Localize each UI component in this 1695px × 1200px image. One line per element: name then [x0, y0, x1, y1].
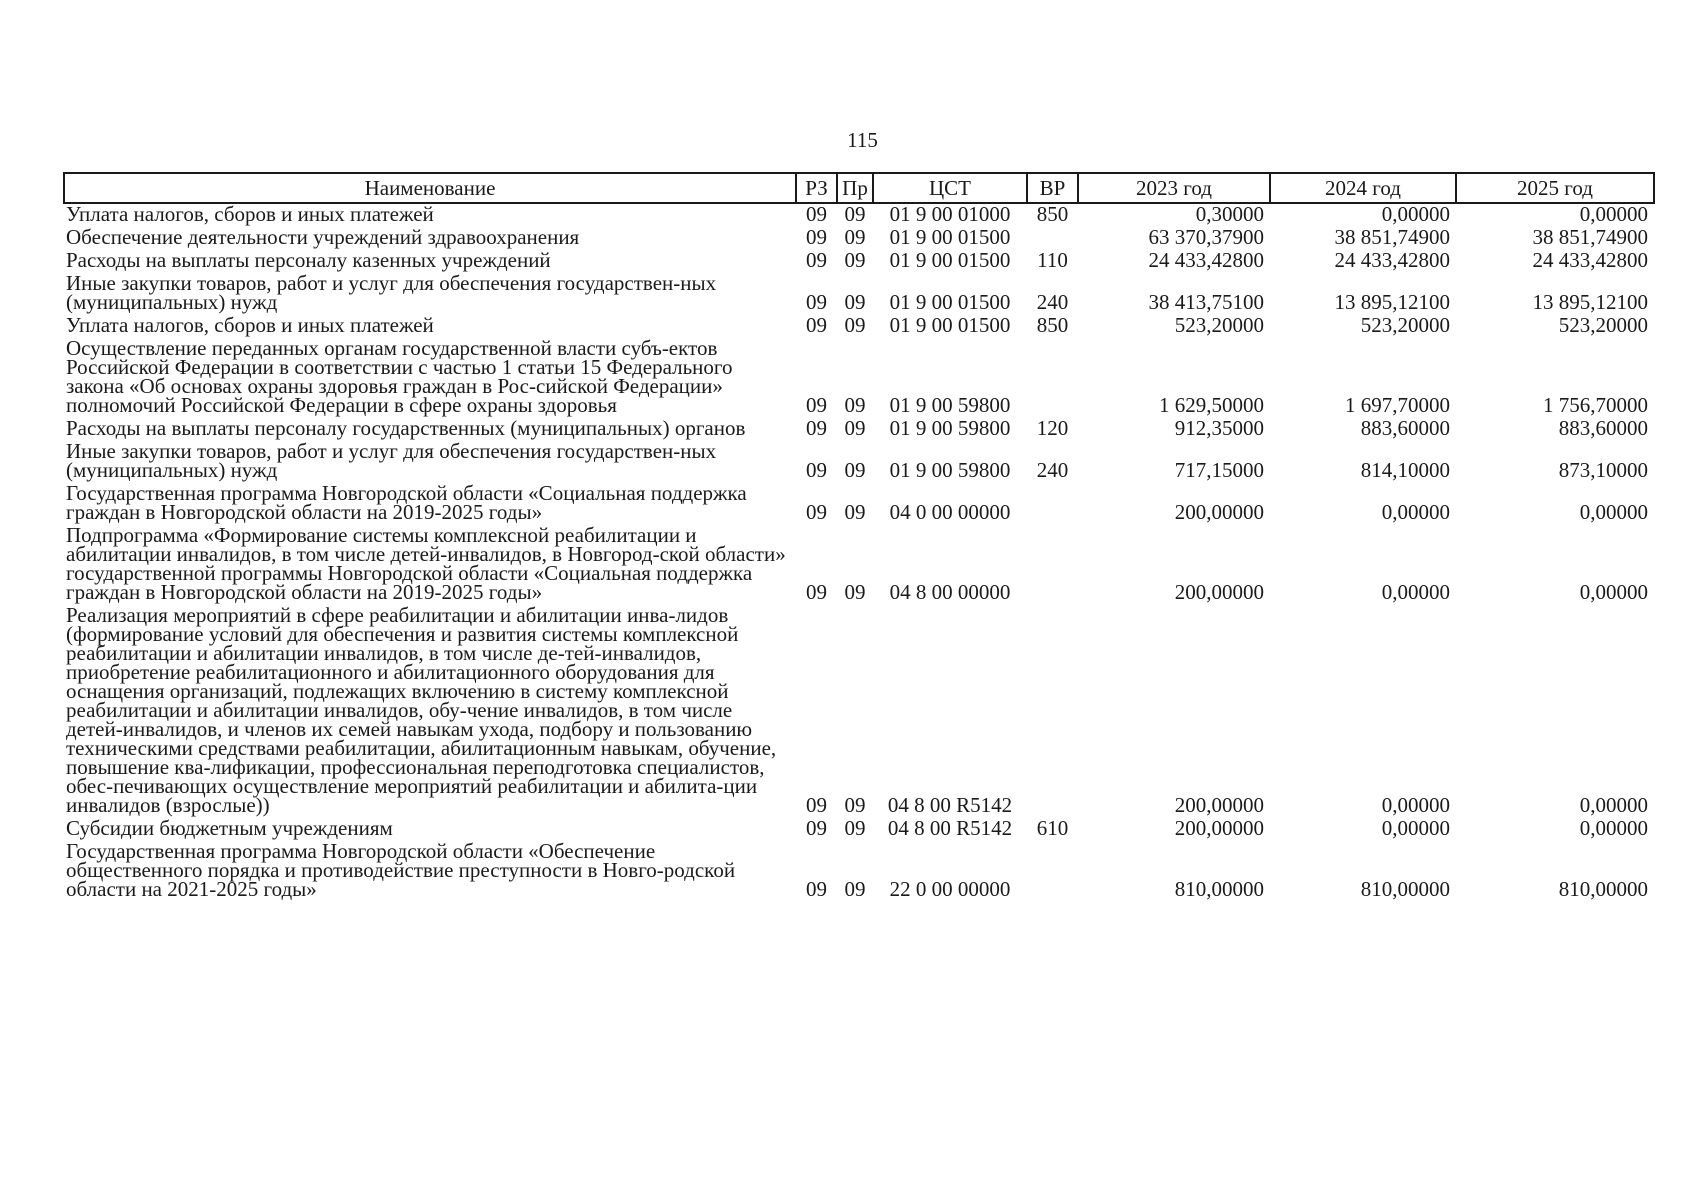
cell-pr: 09 — [844, 313, 866, 337]
page-number: 115 — [847, 128, 878, 152]
cell-vr — [1027, 525, 1078, 605]
cell-name: Иные закупки товаров, работ и услуг для обеспечения государствен-ных (муниципальных) нужд — [66, 439, 717, 482]
table-row — [64, 418, 1654, 441]
cell-name: Расходы на выплаты персоналу казенных учреждений — [66, 248, 551, 272]
table-row — [64, 338, 1654, 418]
header-2024: 2024 год — [1270, 173, 1456, 203]
cell-name: Расходы на выплаты персоналу государственных (муниципальных) органов — [66, 416, 746, 440]
cell-cst: 01 9 00 59800 — [889, 416, 1011, 440]
header-2023: 2023 год — [1078, 173, 1270, 203]
table-row — [64, 605, 1654, 818]
cell-cst: 01 9 00 01500 — [889, 290, 1011, 314]
cell-rz: 09 — [806, 500, 827, 524]
cell-rz: 09 — [806, 793, 827, 817]
cell-cst: 04 8 00 R5142 — [887, 816, 1013, 840]
cell-y2024: 1 697,70000 — [1345, 393, 1450, 417]
cell-pr: 09 — [844, 393, 866, 417]
table-row — [64, 818, 1654, 841]
cell-y2024: 883,60000 — [1360, 416, 1450, 440]
table-row — [64, 273, 1654, 315]
header-cst: ЦСТ — [873, 173, 1027, 203]
header-2025: 2025 год — [1456, 173, 1654, 203]
cell-pr: 09 — [844, 458, 866, 482]
cell-rz: 09 — [806, 458, 827, 482]
cell-y2023: 1 629,50000 — [1159, 393, 1264, 417]
cell-y2023: 523,20000 — [1174, 313, 1264, 337]
cell-y2024: 0,00000 — [1381, 500, 1450, 524]
cell-y2025: 13 895,12100 — [1532, 290, 1648, 314]
cell-y2023: 810,00000 — [1174, 877, 1264, 901]
table-row — [64, 227, 1654, 250]
cell-y2025: 523,20000 — [1558, 313, 1648, 337]
cell-y2025: 0,00000 — [1579, 793, 1648, 817]
cell-y2023: 200,00000 — [1174, 816, 1264, 840]
cell-y2025: 883,60000 — [1558, 416, 1648, 440]
cell-y2025: 0,00000 — [1579, 816, 1648, 840]
cell-name: Субсидии бюджетным учреждениям — [66, 816, 393, 840]
cell-name: Уплата налогов, сборов и иных платежей — [66, 202, 434, 226]
cell-cst: 01 9 00 01500 — [889, 248, 1011, 272]
cell-y2024: 0,00000 — [1381, 793, 1450, 817]
table-row — [64, 483, 1654, 525]
cell-y2023: 0,30000 — [1195, 202, 1264, 226]
cell-vr: 120 — [1036, 416, 1069, 440]
cell-rz: 09 — [806, 393, 827, 417]
cell-rz: 09 — [806, 248, 827, 272]
cell-y2025: 0,00000 — [1579, 500, 1648, 524]
header-pr: Пр — [837, 173, 873, 203]
cell-y2024: 810,00000 — [1360, 877, 1450, 901]
budget-table — [63, 172, 1655, 902]
cell-y2023: 200,00000 — [1174, 793, 1264, 817]
table-header-row — [64, 173, 1654, 203]
cell-pr: 09 — [844, 816, 866, 840]
cell-vr — [1027, 338, 1078, 418]
cell-y2024: 38 851,74900 — [1334, 225, 1450, 249]
cell-y2025: 0,00000 — [1579, 580, 1648, 604]
cell-y2023: 200,00000 — [1174, 580, 1264, 604]
cell-y2024: 24 433,42800 — [1334, 248, 1450, 272]
cell-y2024: 0,00000 — [1381, 202, 1450, 226]
cell-name: Обеспечение деятельности учреждений здравоохранения — [66, 225, 580, 249]
table-row — [64, 525, 1654, 605]
cell-y2024: 814,10000 — [1360, 458, 1450, 482]
table-body — [64, 203, 1654, 902]
cell-y2025: 873,10000 — [1558, 458, 1648, 482]
cell-y2023: 38 413,75100 — [1148, 290, 1264, 314]
cell-pr: 09 — [844, 877, 866, 901]
cell-name: Осуществление переданных органам государственной власти субъ-ектов Российской Федерации в соответствии с частью 1 статьи 15 Федерального закона «Об основах охраны здоровья граждан в Рос-сийской Федерации» полномочий Российской Федерации в сфере охраны здоровья — [66, 336, 733, 417]
header-rz: РЗ — [796, 173, 837, 203]
cell-pr: 09 — [844, 580, 866, 604]
table-row — [64, 250, 1654, 273]
cell-rz: 09 — [806, 313, 827, 337]
cell-cst: 04 8 00 00000 — [889, 580, 1011, 604]
cell-name: Государственная программа Новгородской области «Обеспечение общественного порядка и противодействие преступности в Новго-родской области на 2021-2025 годы» — [66, 839, 736, 901]
cell-rz: 09 — [806, 416, 827, 440]
cell-vr: 850 — [1036, 313, 1069, 337]
cell-y2024: 0,00000 — [1381, 580, 1450, 604]
cell-name: Иные закупки товаров, работ и услуг для обеспечения государствен-ных (муниципальных) нужд — [66, 271, 717, 314]
cell-y2025: 0,00000 — [1579, 202, 1648, 226]
cell-rz: 09 — [806, 877, 827, 901]
cell-cst: 04 8 00 R5142 — [887, 793, 1013, 817]
cell-rz: 09 — [806, 225, 827, 249]
cell-pr: 09 — [844, 290, 866, 314]
cell-vr: 240 — [1036, 458, 1069, 482]
cell-y2024: 523,20000 — [1360, 313, 1450, 337]
cell-cst: 01 9 00 59800 — [889, 458, 1011, 482]
table-row — [64, 441, 1654, 483]
header-vr: ВР — [1027, 173, 1078, 203]
header-name: Наименование — [64, 173, 796, 203]
cell-pr: 09 — [844, 202, 866, 226]
cell-cst: 01 9 00 01500 — [889, 313, 1011, 337]
table-row — [64, 841, 1654, 902]
cell-y2025: 24 433,42800 — [1532, 248, 1648, 272]
cell-vr: 110 — [1037, 248, 1068, 272]
cell-rz: 09 — [806, 580, 827, 604]
cell-y2023: 717,15000 — [1174, 458, 1264, 482]
cell-cst: 22 0 00 00000 — [889, 877, 1011, 901]
cell-rz: 09 — [806, 290, 827, 314]
cell-pr: 09 — [844, 793, 866, 817]
cell-y2023: 24 433,42800 — [1148, 248, 1264, 272]
cell-vr: 240 — [1036, 290, 1069, 314]
cell-name: Уплата налогов, сборов и иных платежей — [66, 313, 434, 337]
table-row — [64, 315, 1654, 338]
cell-pr: 09 — [844, 248, 866, 272]
cell-pr: 09 — [844, 416, 866, 440]
cell-cst: 01 9 00 01500 — [889, 225, 1011, 249]
cell-vr: 610 — [1036, 816, 1069, 840]
cell-y2024: 13 895,12100 — [1334, 290, 1450, 314]
cell-y2024: 0,00000 — [1381, 816, 1450, 840]
cell-vr: 850 — [1036, 202, 1069, 226]
cell-vr — [1027, 227, 1078, 250]
cell-name: Государственная программа Новгородской области «Социальная поддержка граждан в Новгородской области на 2019-2025 годы» — [66, 481, 747, 524]
cell-vr — [1027, 605, 1078, 818]
cell-cst: 01 9 00 01000 — [889, 202, 1011, 226]
cell-cst: 04 0 00 00000 — [889, 500, 1011, 524]
table-row — [64, 203, 1654, 227]
cell-name: Подпрограмма «Формирование системы комплексной реабилитации и абилитации инвалидов, в том числе детей-инвалидов, в Новгород-ской области» государственной программы Новгородской области «Социальная поддержка граждан в Новгородской области на 2019-2025 годы» — [66, 523, 786, 604]
cell-y2023: 912,35000 — [1174, 416, 1264, 440]
cell-vr — [1027, 483, 1078, 525]
cell-y2023: 63 370,37900 — [1148, 225, 1264, 249]
cell-pr: 09 — [844, 500, 866, 524]
cell-y2025: 810,00000 — [1558, 877, 1648, 901]
cell-y2023: 200,00000 — [1174, 500, 1264, 524]
cell-y2025: 1 756,70000 — [1543, 393, 1648, 417]
cell-name: Реализация мероприятий в сфере реабилитации и абилитации инва-лидов (формирование условий для обеспечения и развития системы комплексной реабилитации и абилитации инвалидов, в том числе де-тей-инвалидов, приобретение реабилитационного и абилитационного оборудования для оснащения организаций, подлежащих включению в систему комплексной реабилитации и абилитации инвалидов, обу-чение инвалидов, в том числе детей-инвалидов, и членов их семей навыкам ухода, подбору и пользованию техническими средствами реабилитации, абилитационным навыкам, обучение, повышение ква-лификации, профессиональная переподготовка специалистов, обес-печивающих осуществление мероприятий реабилитации и абилита-ции инвалидов (взрослые)) — [66, 603, 777, 817]
cell-pr: 09 — [844, 225, 866, 249]
cell-cst: 01 9 00 59800 — [889, 393, 1011, 417]
cell-vr — [1027, 841, 1078, 902]
cell-y2025: 38 851,74900 — [1532, 225, 1648, 249]
cell-rz: 09 — [806, 816, 827, 840]
cell-rz: 09 — [806, 202, 827, 226]
